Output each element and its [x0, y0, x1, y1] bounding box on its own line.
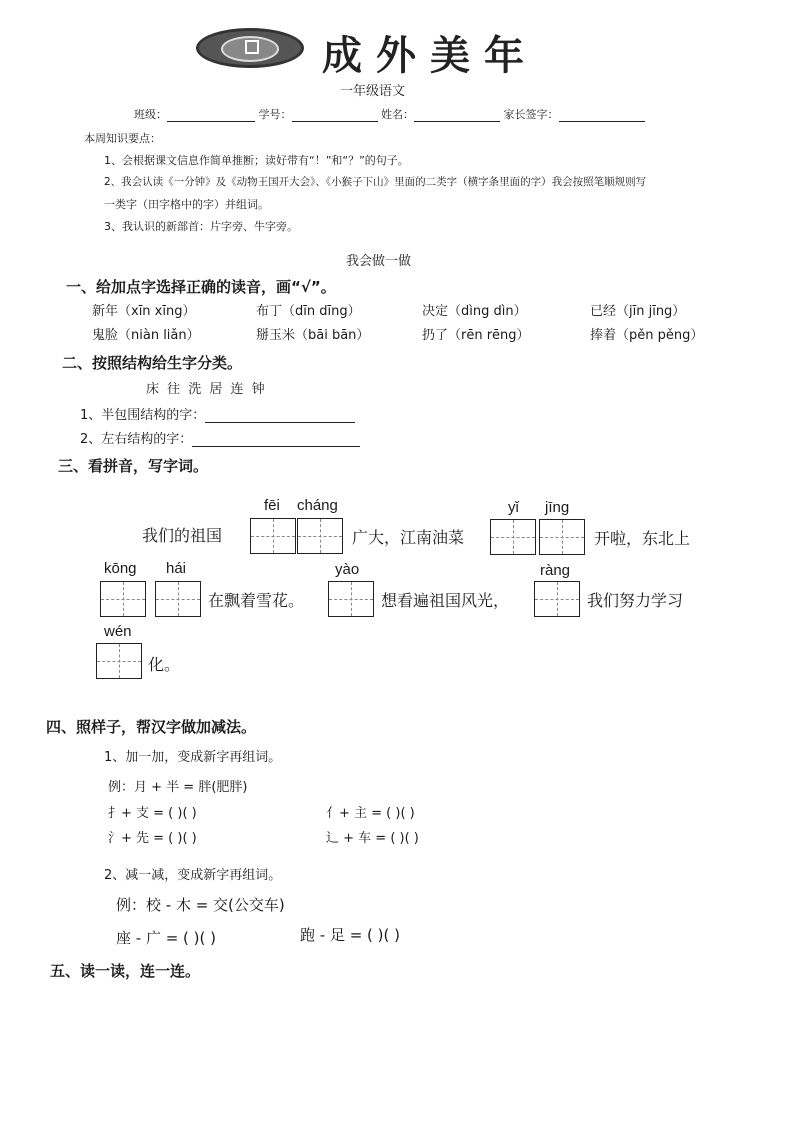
pinyin-item[interactable]: 已经（jīn jīng） — [590, 304, 686, 319]
grade-subject: 一年级语文 — [340, 84, 406, 99]
knowledge-point-3: 3、我认识的新部首：片字旁、牛字旁。 — [104, 220, 298, 233]
class-field[interactable] — [167, 107, 255, 122]
student-id-field[interactable] — [292, 107, 378, 122]
subtract-subheading: 2、减一减，变成新字再组词。 — [104, 868, 282, 883]
pinyin-item[interactable]: 新年（xīn xīng） — [92, 304, 196, 319]
writing-grid-box[interactable] — [96, 643, 142, 679]
knowledge-point-2-cont: 一类字（田字格中的字）并组词。 — [104, 198, 269, 211]
sentence-2c: 我们努力学习 — [587, 591, 684, 610]
name-field[interactable] — [414, 107, 500, 122]
writing-grid-box[interactable] — [155, 581, 201, 617]
pinyin-item[interactable]: 掰玉米（bāi bān） — [256, 328, 370, 343]
writing-grid-box[interactable] — [534, 581, 580, 617]
writing-grid-box[interactable] — [490, 519, 536, 555]
subtract-example: 例：校 - 木 = 交(公交车) — [116, 896, 285, 914]
add-question[interactable]: 氵+ 先 = ( )( ) — [108, 831, 197, 846]
sentence-1b: 广大，江南油菜 — [352, 528, 465, 547]
parent-sign-field[interactable] — [559, 107, 645, 122]
pinyin-label: ràng — [540, 562, 571, 579]
add-example: 例：月 + 半 = 胖(肥胖) — [108, 780, 248, 795]
pinyin-label: wén — [104, 623, 132, 640]
subtract-question[interactable]: 座 - 广 = ( )( ) — [116, 929, 216, 947]
name-label: 姓名： — [381, 108, 414, 121]
add-subheading: 1、加一加，变成新字再组词。 — [104, 750, 282, 765]
section-2-heading: 二、按照结构给生字分类。 — [62, 354, 243, 372]
sentence-3a: 化。 — [148, 655, 181, 674]
pinyin-item[interactable]: 扔了（rēn rēng） — [422, 328, 530, 343]
sentence-2b: 想看遍祖国风光， — [381, 591, 510, 610]
pinyin-label: kōng — [104, 560, 137, 577]
pinyin-label: hái — [166, 560, 187, 577]
info-row — [134, 106, 645, 122]
semi-enclosed-answer[interactable] — [205, 408, 355, 423]
logo-mark-icon — [245, 40, 259, 54]
left-right-question — [80, 428, 360, 447]
add-question[interactable]: 扌+ 支 = ( )( ) — [108, 806, 197, 821]
writing-grid-box[interactable] — [539, 519, 585, 555]
pinyin-label: cháng — [297, 497, 338, 514]
pinyin-item[interactable]: 决定（dìng dìn） — [422, 304, 527, 319]
knowledge-point-2: 2、我会认读《一分钟》及《动物王国开大会》、《小猴子下山》里面的二类字（横字条里面的字）我会按照笔顺规则写 — [104, 176, 647, 188]
writing-grid-box[interactable] — [328, 581, 374, 617]
writing-grid-box[interactable] — [297, 518, 343, 554]
pinyin-label: yào — [335, 561, 360, 578]
classify-characters: 床 往 洗 居 连 钟 — [146, 382, 267, 397]
pinyin-label: yǐ — [508, 499, 519, 516]
knowledge-point-1: 1、会根据课文信息作简单推断；读好带有“！”和“？”的句子。 — [104, 154, 409, 167]
practice-title: 我会做一做 — [346, 254, 412, 269]
school-logo — [196, 28, 304, 68]
pinyin-label: fēi — [264, 497, 280, 514]
section-1-heading: 一、给加点字选择正确的读音，画“√”。 — [66, 278, 336, 296]
subtract-question[interactable]: 跑 - 足 = ( )( ) — [300, 926, 400, 944]
section-5-heading: 五、读一读，连一连。 — [50, 962, 201, 980]
semi-enclosed-label: 1、半包围结构的字： — [80, 408, 206, 423]
writing-grid-box[interactable] — [100, 581, 146, 617]
pinyin-item[interactable]: 布丁（dīn dīng） — [256, 304, 361, 319]
pinyin-item[interactable]: 鬼脸（niàn liǎn） — [92, 328, 200, 343]
section-3-heading: 三、看拼音，写字词。 — [58, 457, 209, 475]
student-id-label: 学号： — [258, 108, 292, 121]
add-question[interactable]: 亻+ 主 = ( )( ) — [326, 806, 415, 821]
sentence-1a: 我们的祖国 — [142, 526, 223, 545]
pinyin-item[interactable]: 捧着（pěn pěng） — [590, 328, 704, 343]
left-right-answer[interactable] — [192, 432, 360, 447]
semi-enclosed-question — [80, 404, 355, 423]
sentence-2a: 在飘着雪花。 — [208, 591, 305, 610]
class-label: 班级： — [134, 108, 167, 121]
add-question[interactable]: 辶 + 车 = ( )( ) — [326, 831, 419, 846]
parent-sign-label: 家长签字： — [503, 108, 559, 121]
writing-grid-box[interactable] — [250, 518, 296, 554]
sentence-1c: 开啦，东北上 — [594, 529, 691, 548]
pinyin-label: jīng — [545, 499, 570, 516]
knowledge-heading: 本周知识要点： — [84, 132, 161, 145]
section-4-heading: 四、照样子，帮汉字做加减法。 — [46, 718, 257, 736]
left-right-label: 2、左右结构的字： — [80, 432, 193, 447]
school-title: 成外美年 — [322, 32, 538, 79]
